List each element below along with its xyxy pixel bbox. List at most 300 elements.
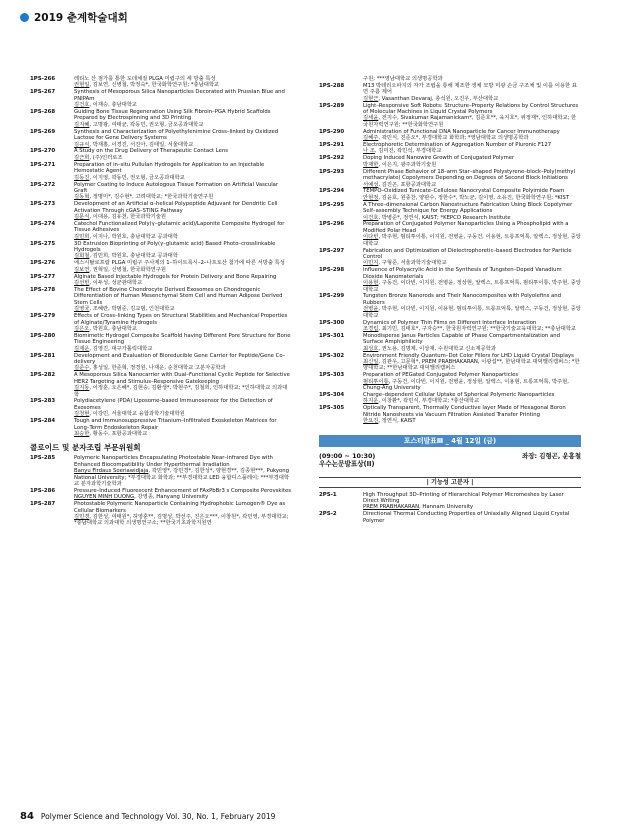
entry-body [74, 76, 292, 89]
entry-id: 1PS-300 [319, 319, 345, 326]
abstract-entry [30, 129, 292, 148]
entry-presenter: NGUYEN MINH DUONG [74, 494, 135, 501]
entry-title: M13 박테리오파지의 자가 조립을 통해 제조한 생체 모방 미광 손금 구조체 및 이를 이용한 표면 주름 제어 [363, 82, 577, 96]
entry-coauthors: , 박원호, 충남대학교 [89, 325, 138, 332]
entry-title: Tungsten Bronze Nanorods and Their Nanocomposites with Polyolefins and Rubbers [363, 293, 561, 306]
entry-id [319, 76, 363, 82]
entry-presenter: 김규식 [74, 141, 90, 148]
entry-id: 1PS-277 [30, 273, 56, 280]
entry-title: Synthesis and Characterization of Polyethylenimine Cross–linked by Oxidized Lactose for Gene Delivery Systems [74, 128, 279, 142]
entry-body [363, 333, 581, 352]
entry-presenter: 김지동 [74, 385, 90, 392]
entry-title: Charge–dependent Cellular Uptake of Spherical Polymeric Nanoparticles [363, 392, 555, 398]
entry-title: Effects of Cross–linking Types on Structural Stabilities and Mechanical Properties of Alginate/Tyramine Hydrogels [74, 313, 288, 326]
entry-authors [74, 267, 292, 273]
session-type: 우수논문발표상(II) [319, 459, 375, 468]
entry-id: 1PS-292 [319, 155, 345, 162]
entry-body [74, 274, 292, 287]
entry-coauthors: , 김한성, 여태원*, 허영훈**, 김명성, 박선주, 진은오***, 이창원*, 곽민영, 부경대학교; *충남대학교 의과대학 의생명연구소; **한국기초과학지원연 [74, 514, 289, 527]
entry-presenter: 한요진 [363, 418, 379, 425]
entry-body [74, 221, 292, 240]
entry-authors [74, 326, 292, 332]
entry-id: 1PS-289 [319, 102, 345, 109]
entry-id: 1PS-284 [30, 418, 56, 425]
entry-authors [363, 215, 581, 221]
entry-presenter: 서예성 [363, 181, 379, 188]
entry-coauthors: , 정명미*, 김수현*, 고려대학교; *한국과학기술연구원 [89, 194, 214, 201]
entry-authors [363, 76, 581, 82]
entry-title: Pressure–Induced Fluorescent Enhancement of FAxPbBr3 s Composite Perovskites [74, 487, 291, 494]
entry-id: 1PS-303 [319, 372, 345, 379]
entry-id: 2PS-1 [319, 491, 337, 498]
entry-authors [363, 96, 581, 102]
entry-title: Influence of Polyacrylic Acid in the Synthesis of Tungsten–Doped Vanadium Dioxide Nanomaterials [363, 267, 562, 280]
entry-id: 1PS-296 [319, 221, 345, 228]
entry-body [74, 398, 292, 417]
entry-coauthors: , 홍성일, 한준혁, 정경원, 나재운, 순천대학교 고분자공학과 [89, 365, 226, 372]
entry-id: 1PS-271 [30, 161, 56, 168]
abstract-entry [319, 333, 581, 352]
entry-id: 1PS-294 [319, 188, 345, 195]
entry-presenter: 김재운 [74, 345, 90, 352]
entry-title: 3D Extrusion Bioprinting of Poly(γ–glutamic acid) Based Photo–crosslinkable Hydrogels [74, 240, 276, 254]
entry-presenter: 하지운 [363, 398, 379, 405]
abstract-entry [30, 109, 292, 128]
entry-id: 1PS-293 [319, 168, 345, 175]
entry-body [363, 492, 581, 511]
entry-body [363, 129, 581, 142]
entry-coauthors: , 이정훈, 오은혜*, 김현숭, 김환생*, 박현주*, 김철희, 인하대학교; *인하대학교 의과대학 [74, 385, 288, 398]
abstract-entry [319, 202, 581, 221]
entry-title: Development of an Artificial α–helical Polypeptide Adjuvant for Dendritic Cell Activation Through cGAS–STING Pathway [74, 201, 278, 214]
entry-title: Fabrication and Optimization of Dielectrophoretic–based Electrodes for Particle Control [363, 247, 572, 260]
abstract-entry [30, 260, 292, 273]
entry-body [363, 405, 581, 424]
entry-authors [74, 155, 292, 161]
journal-info: Polymer Science and Technology Vol. 30, No. 1, February 2019 [40, 811, 276, 821]
entry-id: 1PS-274 [30, 220, 56, 227]
entry-body [363, 248, 581, 267]
entry-presenter: 김회철 [74, 253, 90, 260]
entry-presenter: 이건호 [363, 214, 379, 221]
entry-authors [74, 122, 292, 128]
entry-coauthors: , 김관우, 고문혁*, PREM PRABHAKARAN, 이광섭**, 한남대학교 대덕밸리캠퍼스; *한양대학교; **한남대학교 대덕밸리캠퍼스 [363, 358, 580, 372]
abstract-entry [319, 169, 581, 188]
session-entries [319, 492, 581, 525]
abstract-entry [30, 455, 292, 487]
entry-body [74, 353, 292, 372]
entry-coauthors: , 박병준*, 정연식, KAIST; *KEPCO Research Institute [378, 214, 511, 221]
entry-title: Different Phase Behavior of 18–arm Star–shaped Polystyrene–block–Poly(methyl methacrylate) Copolymers Depending on Degrees of Second Block Initiations [363, 168, 575, 182]
entry-authors [363, 504, 581, 510]
abstract-entry [319, 248, 581, 267]
entry-coauthors: , 김민희, 박원호, 충남대학교 공과대학 [89, 253, 178, 260]
entry-title: TEMPO–Oxidized Tunicate–Cellulose Nanocrystal Composite Polyimide Foam [363, 188, 565, 195]
entry-id: 1PS-272 [30, 181, 56, 188]
page-number: 84 [20, 810, 34, 822]
entry-presenter: 김청현 [74, 411, 90, 418]
entry-id: 1PS-302 [319, 352, 345, 359]
entry-coauthors: , 이창환*, 곽민식, 부경대학교; *충산대학교 [378, 398, 480, 405]
entry-id: 1PS-275 [30, 240, 56, 247]
entry-title: The Effect of Bovine Chondrocyte Derived Exosomes on Chondrogenic Differentiation of Human Mesenchymal Stem Cell and Human Adipose Derived Stem Cells [74, 287, 283, 306]
entry-authors [74, 514, 292, 527]
entry-authors [363, 260, 581, 266]
entry-id: 1PS-279 [30, 313, 56, 320]
entry-body [74, 260, 292, 273]
entry-coauthors: , 김영진, 대구가톨릭대학교 [89, 345, 153, 352]
entry-coauthors: , Vasanthan Devaraj, 총석원, 오진우, 부산대학교 [378, 95, 499, 102]
session-info-row [319, 452, 581, 460]
entry-coauthors: , 곽민영*, 강민경*, 김한성*, 양현경**, 김종현***, Pukyong National University; *부경대학교 화학과; **부경대학교 LED 융합디스플레이; ***부경대학교 분자과학기술학과 [74, 468, 290, 487]
entry-body [363, 267, 581, 293]
entry-title: Directional Thermal Conducting Properties of Uniaxially Aligned Liquid Crystal Polymer [363, 511, 570, 524]
entry-body [363, 188, 581, 201]
entry-coauthors: 구원; ***영남대학교 의생명공학과 [363, 76, 443, 82]
page-footer [20, 810, 602, 822]
entry-body [74, 372, 292, 398]
entry-presenter: 김현근 [363, 95, 379, 102]
abstract-entry [319, 320, 581, 333]
entry-id: 1PS-266 [30, 76, 56, 82]
entry-id: 1PS-295 [319, 201, 345, 208]
session-category: | 기능성 고분자 | [319, 477, 581, 488]
entry-title: A Three–dimensional Carbon Nanostructure Fabrication Using Block Copolymer Self–assembly Technique for Energy Applications [363, 201, 573, 215]
entry-presenter: 김준수 [74, 365, 90, 372]
abstract-entry [30, 162, 292, 181]
entry-coauthors: , 이두성, 성균관대학교 [89, 280, 143, 287]
entry-coauthors: , (주)인터로조 [89, 154, 123, 161]
entry-title: Dynamics of Polymer Thin Films on Different Interface Interaction [363, 319, 537, 326]
entry-body [74, 201, 292, 220]
entry-body [363, 353, 581, 372]
entry-body [363, 142, 581, 155]
left-entries-top [30, 76, 292, 437]
abstract-entry [319, 221, 581, 247]
entry-id: 1PS-285 [30, 455, 56, 462]
abstract-entry [30, 501, 292, 527]
entry-authors [363, 182, 581, 188]
entry-authors [74, 346, 292, 352]
entry-presenter: 김영국 [74, 306, 90, 313]
entry-body [363, 372, 581, 391]
abstract-entry [319, 129, 581, 142]
entry-presenter: 이다빈 [363, 234, 379, 241]
entry-title: Light–Responsive Soft Robots: Structure–Property Relations by Control Structures of Molecular Machines in Liquid Crystal Polymers [363, 102, 579, 116]
right-column [319, 76, 581, 525]
entry-authors [363, 115, 581, 128]
abstract-entry [319, 293, 581, 319]
entry-authors [363, 379, 581, 392]
entry-body [74, 501, 292, 527]
entry-presenter: 김동진 [74, 174, 90, 181]
entry-presenter: 김근희 [74, 154, 90, 161]
entry-body [74, 455, 292, 487]
entry-presenter: 김혜주 [363, 135, 379, 142]
abstract-entry [319, 76, 581, 82]
entry-id: 1PS-304 [319, 392, 345, 398]
right-entries [319, 76, 581, 425]
entry-title: Polymer Coating to Induce Autologous Tissue Formation on Artificial Vascular Graft [74, 181, 279, 194]
entry-id: 1PS-278 [30, 287, 56, 293]
entry-presenter: Banyu Firdaus Soeriawidjaja [74, 468, 149, 475]
entry-id: 1PS-268 [30, 109, 56, 116]
entry-coauthors: , 이강민, 서울대학교 융합과학기술대학원 [89, 411, 185, 418]
entry-id: 1PS-283 [30, 398, 56, 405]
entry-body [74, 333, 292, 352]
entry-body [74, 89, 292, 108]
entry-coauthors: , 김윤호, 원종찬, 양관수, 정한수*, 박노균, 김이영, 소유진, 한국화학연구원; *KIST [378, 194, 569, 201]
entry-id: 1PS-270 [30, 148, 56, 155]
entry-authors [74, 280, 292, 286]
entry-id: 1PS-269 [30, 128, 56, 135]
entry-coauthors: , 김미진, 곽민석, 부경대학교 [374, 148, 442, 155]
entry-id: 1PS-305 [319, 405, 345, 412]
entry-id: 1PS-267 [30, 89, 56, 96]
abstract-entry [319, 511, 581, 524]
entry-title: Photostable Polymeric Nanoparticle Containing Hydrophobic Lumogen® Dye as Cellular Biomarkers [74, 501, 286, 514]
entry-id: 1PS-287 [30, 501, 56, 508]
entry-authors [363, 162, 581, 168]
entry-presenter: 전병윤 [363, 306, 379, 313]
page-header [20, 10, 128, 24]
entry-coauthors: , 이은지, 광주과학기술원 [378, 161, 437, 168]
entry-coauthors: , 전지수, Sivakumar Rajamanickam*, 김준호**, 육지호*, 위정재*, 인하대학교; 한국원자력연구원; **한국화학연구원 [363, 115, 577, 128]
entry-presenter: 이민지 [363, 260, 379, 267]
entry-title: Electrophoretic Determination of Aggregation Number of Pluronic F127 [363, 142, 552, 149]
entry-authors [74, 365, 292, 371]
entry-title: Preparation of Conjugated Polymer Nanoparticles Using a Phospholipid with a Modified Polar Head [363, 221, 569, 234]
abstract-entry [319, 372, 581, 391]
abstract-entry [319, 492, 581, 511]
entry-presenter: 펌티투이통 [363, 378, 389, 385]
entry-title: Catechol Functionalized Poly(γ–glutamic acid)/Laponite Composite Hydrogel for Tissue Adhesives [74, 220, 285, 234]
entry-body [363, 202, 581, 221]
bullet-dot-icon [20, 13, 29, 22]
entry-presenter: 최신일 [363, 358, 379, 365]
entry-coauthors: , 권혁일, 신병철, 한국화학연구원 [89, 266, 166, 273]
entry-id: 1PS-280 [30, 332, 56, 339]
abstract-entry [30, 488, 292, 501]
abstract-entry [30, 201, 292, 220]
entry-body [363, 511, 581, 524]
entry-title: Monodisperse Janus Particles Capable of Phase Compartmentalization and Surface Amphiphilicity [363, 332, 560, 346]
abstract-entry [30, 76, 292, 89]
abstract-entry [30, 287, 292, 313]
entry-coauthors: , 이대용, 김유천, 한국과학기술원 [89, 214, 166, 221]
entry-id: 1PS-297 [319, 247, 345, 254]
entry-id: 1PS-290 [319, 128, 345, 135]
entry-authors [74, 82, 292, 88]
entry-body [363, 320, 581, 333]
left-column [30, 76, 292, 527]
abstract-entry [30, 274, 292, 287]
entry-title: Environment Friendly Quantum–Dot Color Fillers for LHD Liquid Crystal Displays [363, 352, 574, 359]
entry-presenter: 권현일 [74, 82, 90, 89]
entry-body [74, 148, 292, 161]
entry-title: Polymeric Nanoparticles Encapsulating Photostable Near–infrared Dye with Enhanced Biocompatibility Under Hyperthermal Irradiation [74, 455, 273, 468]
abstract-entry [30, 333, 292, 352]
entry-body [74, 241, 292, 260]
entry-body [74, 313, 292, 332]
entry-presenter: 김동혁 [74, 194, 90, 201]
entry-presenter: 김건호 [74, 102, 90, 109]
entry-title: Development and Evaluation of Bioreducible Gene Carrier for Peptide/Gene Co–delivery [74, 352, 286, 365]
entry-body [74, 182, 292, 201]
abstract-entry [319, 155, 581, 168]
entry-title: Optically Transparent, Thermally Conductive layer Made of Hexagonal Boron Nitride Nanosheets via Vacuum Filtration Assisted Transfer Printing [363, 405, 566, 418]
entry-authors [74, 385, 292, 398]
entry-presenter: PREM PRABHAKARAN [363, 504, 420, 511]
entry-coauthors: , 구동건, 이다빈, 이지원, 전병윤, 정상현, 알렉스, 이용현, 트롱프억툭, 박주현, Chung-Ang University [363, 378, 569, 392]
entry-id: 1PS-298 [319, 267, 345, 274]
entry-title: A Mesoporous Silica Nanocarrier with Dual–Functional Cyclic Peptide for Selective HER2 Targeting and Stimulus–Responsive Gatekeeping [74, 372, 290, 385]
entry-coauthors: , 박주현, 펌티투이통, 이지원, 전병윤, 구동건, 이용현, 트롱프억툭, 알렉스, 정상현, 중앙대학교 [363, 234, 581, 247]
entry-title: High Throughput 3D–Printing of Hierarchical Polymer Micromeshes by Laser Direct Writing [363, 491, 564, 504]
session-banner: 포스터발표Ⅲ _ 4월 12일 (금) [319, 435, 581, 447]
entry-id: 1PS-273 [30, 201, 56, 208]
abstract-entry [319, 83, 581, 102]
abstract-entry [30, 148, 292, 161]
abstract-entry [319, 267, 581, 293]
entry-coauthors: , 고명광, 여태균, 곽동민, 권오형, 금오공과대학교 [89, 121, 204, 128]
entry-id: 1PS-299 [319, 293, 345, 300]
entry-coauthors: , 권노용, 김명제, 이상재, 수원대학교 신소재공학과 [378, 345, 496, 352]
entry-id: 2PS-2 [319, 511, 337, 518]
entry-id: 1PS-291 [319, 142, 345, 149]
entry-authors [74, 468, 292, 487]
session-chair: 좌장: 김형곤, 운홍철 [522, 451, 581, 460]
entry-authors [363, 398, 581, 404]
entry-coauthors: , 김보연, 신병철, 박정숙*, 한국화학연구원; *충남대학교 [89, 82, 220, 89]
entry-coauthors: , 이재승, 충남대학교 [89, 102, 138, 109]
entry-coauthors: , 박주현, 이다빈, 이지원, 이용현, 펌티투이통, 트롱프억툭, 알렉스, 구동건, 정상현, 중앙대학교 [363, 306, 581, 319]
entry-coauthors: , 박재홍, 이경진, 서진아, 김태일, 서울대학교 [89, 141, 194, 148]
entry-presenter: 박재한 [363, 161, 379, 168]
entry-id: 1PS-276 [30, 260, 56, 267]
entry-coauthors: , 이지영, 곽동민, 권오형, 금오공과대학교 [89, 174, 185, 181]
entry-coauthors: , 강영종, Hanyang University [134, 494, 209, 501]
entry-authors [363, 326, 581, 332]
entry-authors [74, 411, 292, 417]
entry-presenter: 김세윤 [363, 115, 379, 122]
entry-authors [363, 306, 581, 319]
entry-authors [363, 346, 581, 352]
entry-body [363, 169, 581, 188]
abstract-entry [30, 241, 292, 260]
entry-authors [74, 142, 292, 148]
entry-presenter: 최성호 [363, 345, 379, 352]
entry-title: Polydiacetylene (PDA) Liposome–based Immunosensor for the Detection of Exosomes [74, 398, 273, 411]
entry-authors [74, 306, 292, 312]
abstract-entry [30, 398, 292, 417]
entry-authors [74, 234, 292, 240]
entry-presenter: 조경림 [363, 325, 379, 332]
entry-body [74, 287, 292, 313]
entry-title: Alginate Based Injectable Hydrogels for Protein Delivery and Bone Repairing [74, 273, 277, 280]
entry-authors [74, 175, 292, 181]
entry-body [74, 418, 292, 437]
entry-title: Synthesis of Mesoporous Silica Nanoparticles Decorated with Prussian Blue and PNIPAm [74, 89, 285, 102]
entry-coauthors: , 황동수, 포항공과대학교 [89, 430, 148, 437]
entry-presenter: 김민경 [74, 514, 90, 520]
entry-authors [363, 359, 581, 372]
entry-body [363, 155, 581, 168]
abstract-entry [30, 353, 292, 372]
entry-presenter: 김민희 [74, 233, 90, 240]
entry-presenter: 이용현 [363, 280, 379, 287]
entry-presenter: 김문식 [74, 214, 90, 221]
entry-title: 에스시탈로프람 PLGA 미립구 주사제의 1–하이트록시–2–나프토산 첨가에 따른 서방출 특성 [74, 260, 285, 267]
entry-body [363, 83, 581, 102]
entry-title: Preparation of PEGated Conjugated Polymer Nanoparticles [363, 372, 519, 379]
entry-id: 1PS-288 [319, 82, 345, 89]
abstract-entry [319, 103, 581, 129]
entry-body [363, 76, 581, 82]
entry-coauthors: , 정연식, KAIST [378, 418, 416, 425]
entry-presenter: 나 조 [363, 148, 375, 155]
entry-authors [74, 102, 292, 108]
entry-body [74, 162, 292, 181]
abstract-entry [30, 89, 292, 108]
entry-title: A Study on the Drug Delivery of Therapeutic Contact Lens [74, 148, 228, 155]
entry-coauthors: , 김진곤, 포항공과대학교 [378, 181, 437, 188]
entry-id: 1PS-286 [30, 487, 56, 494]
entry-body [74, 129, 292, 148]
abstract-entry [319, 142, 581, 155]
section-title: 콜로이드 및 분자조립 부문위원회 [30, 443, 141, 453]
entry-title: 레티노 산 점가를 통한 도데체질 PLGA 미립구의 세 방출 특성 [74, 76, 216, 82]
session-time: (09:00 ∼ 10:30) [319, 451, 376, 460]
entry-body [74, 488, 292, 501]
entry-coauthors: , 곽민식, 진준오*, 부경대학교 화학과; *영남대학교 의생명공학과 [378, 135, 529, 142]
entry-title: Doping Induced Nanowire Growth of Conjugated Polymer [363, 155, 515, 162]
entry-title: Tough and Immunosuppressive Titanium–Infiltrated Exoskeleton Matrices for Long–Term Endoskeleton Repair [74, 418, 277, 431]
entry-authors [74, 431, 292, 437]
entry-coauthors: , 구동건, 이다빈, 이지원, 전병윤, 정상현, 알렉스, 트롱프억툭, 펌티투이통, 박주현, 중앙대학교 [363, 280, 581, 293]
entry-presenter: 김보연 [74, 266, 90, 273]
entry-authors [74, 494, 292, 500]
entry-authors [363, 234, 581, 247]
header-title: 2019 춘계학술대회 [34, 11, 128, 24]
abstract-entry [30, 221, 292, 240]
entry-authors [74, 253, 292, 259]
abstract-entry [30, 372, 292, 398]
abstract-entry [319, 353, 581, 372]
entry-presenter: 안현정 [363, 194, 379, 201]
entry-body [363, 293, 581, 319]
left-entries-bottom [30, 455, 292, 526]
entry-id: 1PS-301 [319, 332, 345, 339]
entry-authors [74, 214, 292, 220]
entry-authors [363, 135, 581, 141]
entry-coauthors: , 조혜란, 박범준, 김교범, 인천대학교 [89, 306, 175, 313]
entry-body [363, 103, 581, 129]
entry-authors [363, 195, 581, 201]
abstract-entry [319, 405, 581, 424]
entry-authors [363, 280, 581, 293]
entry-id: 1PS-282 [30, 372, 56, 379]
entry-coauthors: , 최기민, 김태호*, 구자승**, 한국원자력연구원; **한국기술교육대학교; **충남대학교 [378, 325, 576, 332]
entry-body [363, 392, 581, 405]
entry-coauthors: , Hannam University [419, 504, 474, 511]
entry-authors [74, 194, 292, 200]
abstract-entry [319, 392, 581, 405]
entry-presenter: 김지혜 [74, 121, 90, 128]
entry-title: Biomimetic Hydrogel Composite Scaffold having Different Pore Structure for Bone Tissue Engineering [74, 332, 291, 346]
entry-body [363, 221, 581, 247]
entry-authors [363, 418, 581, 424]
